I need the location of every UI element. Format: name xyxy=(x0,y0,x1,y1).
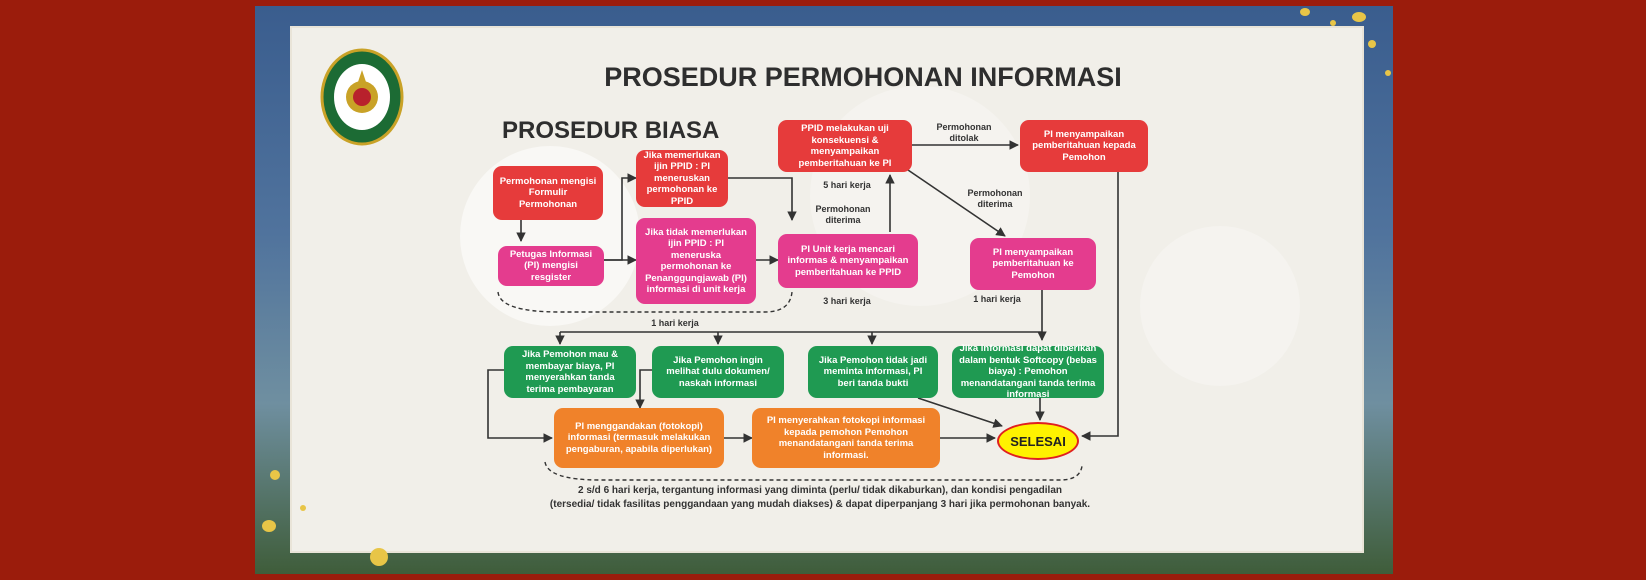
label-1-hari-left: 1 hari kerja xyxy=(651,318,699,328)
box-mengisi-formulir: Permohonan mengisi Formulir Permohonan xyxy=(493,166,603,220)
label-diterima-mid: Permohonan diterima xyxy=(815,204,871,225)
label-ditolak: Permohonan ditolak xyxy=(936,122,992,143)
box-bayar: Jika Pemohon mau & membayar biaya, PI menyerahkan tanda terima pembayaran xyxy=(504,346,636,398)
end-terminal: SELESAI xyxy=(997,422,1079,460)
box-softcopy: Jika informasi dapat diberikan dalam bentuk Softcopy (bebas biaya) : Pemohon menandatangani tanda terima informasi xyxy=(952,346,1104,398)
label-diterima-right: Permohonan diterima xyxy=(967,188,1023,209)
box-ppid-uji: PPID melakukan uji konsekuensi & menyampaikan pemberitahuan ke PI xyxy=(778,120,912,172)
footnote-line-2: (tersedia/ tidak fasilitas penggandaan yang mudah diakses) & dapat diperpanjang 3 hari jika permohonan banyak. xyxy=(549,499,1091,510)
label-3-hari: 3 hari kerja xyxy=(823,296,871,306)
box-unit-kerja: PI Unit kerja mencari informas & menyampaikan pemberitahuan ke PPID xyxy=(778,234,918,288)
page-title: PROSEDUR PERMOHONAN INFORMASI xyxy=(604,62,1122,92)
footnote-line-1: 2 s/d 6 hari kerja, tergantung informasi yang diminta (perlu/ tidak dikaburkan), dan kondisi pengadilan xyxy=(578,485,1062,496)
box-tidak-jadi: Jika Pemohon tidak jadi meminta informasi, PI beri tanda bukti xyxy=(808,346,938,398)
box-petugas-register: Petugas Informasi (PI) mengisi resgister xyxy=(498,246,604,286)
box-pemberitahuan-ditolak: PI menyampaikan pemberitahuan kepada Pemohon xyxy=(1020,120,1148,172)
box-perlu-ijin: Jika memerlukan ijin PPID : PI meneruskan permohonan ke PPID xyxy=(636,150,728,207)
box-menyerahkan: PI menyerahkan fotokopi informasi kepada pemohon Pemohon menandatangani tanda terima informasi. xyxy=(752,408,940,468)
box-tidak-perlu-ijin: Jika tidak memerlukan ijin PPID : PI meneruska permohonan ke Penanggungjawab (PI) informasi di unit kerja xyxy=(636,218,756,304)
box-melihat: Jika Pemohon ingin melihat dulu dokumen/ naskah informasi xyxy=(652,346,784,398)
box-pemberitahuan-diterima: PI menyampaikan pemberitahuan ke Pemohon xyxy=(970,238,1096,290)
section-subtitle: PROSEDUR BIASA xyxy=(502,117,720,144)
box-menggandakan: PI menggandakan (fotokopi) informasi (termasuk melakukan pengaburan, apabila diperlukan) xyxy=(554,408,724,468)
label-5-hari: 5 hari kerja xyxy=(823,180,871,190)
label-1-hari-right: 1 hari kerja xyxy=(973,294,1021,304)
